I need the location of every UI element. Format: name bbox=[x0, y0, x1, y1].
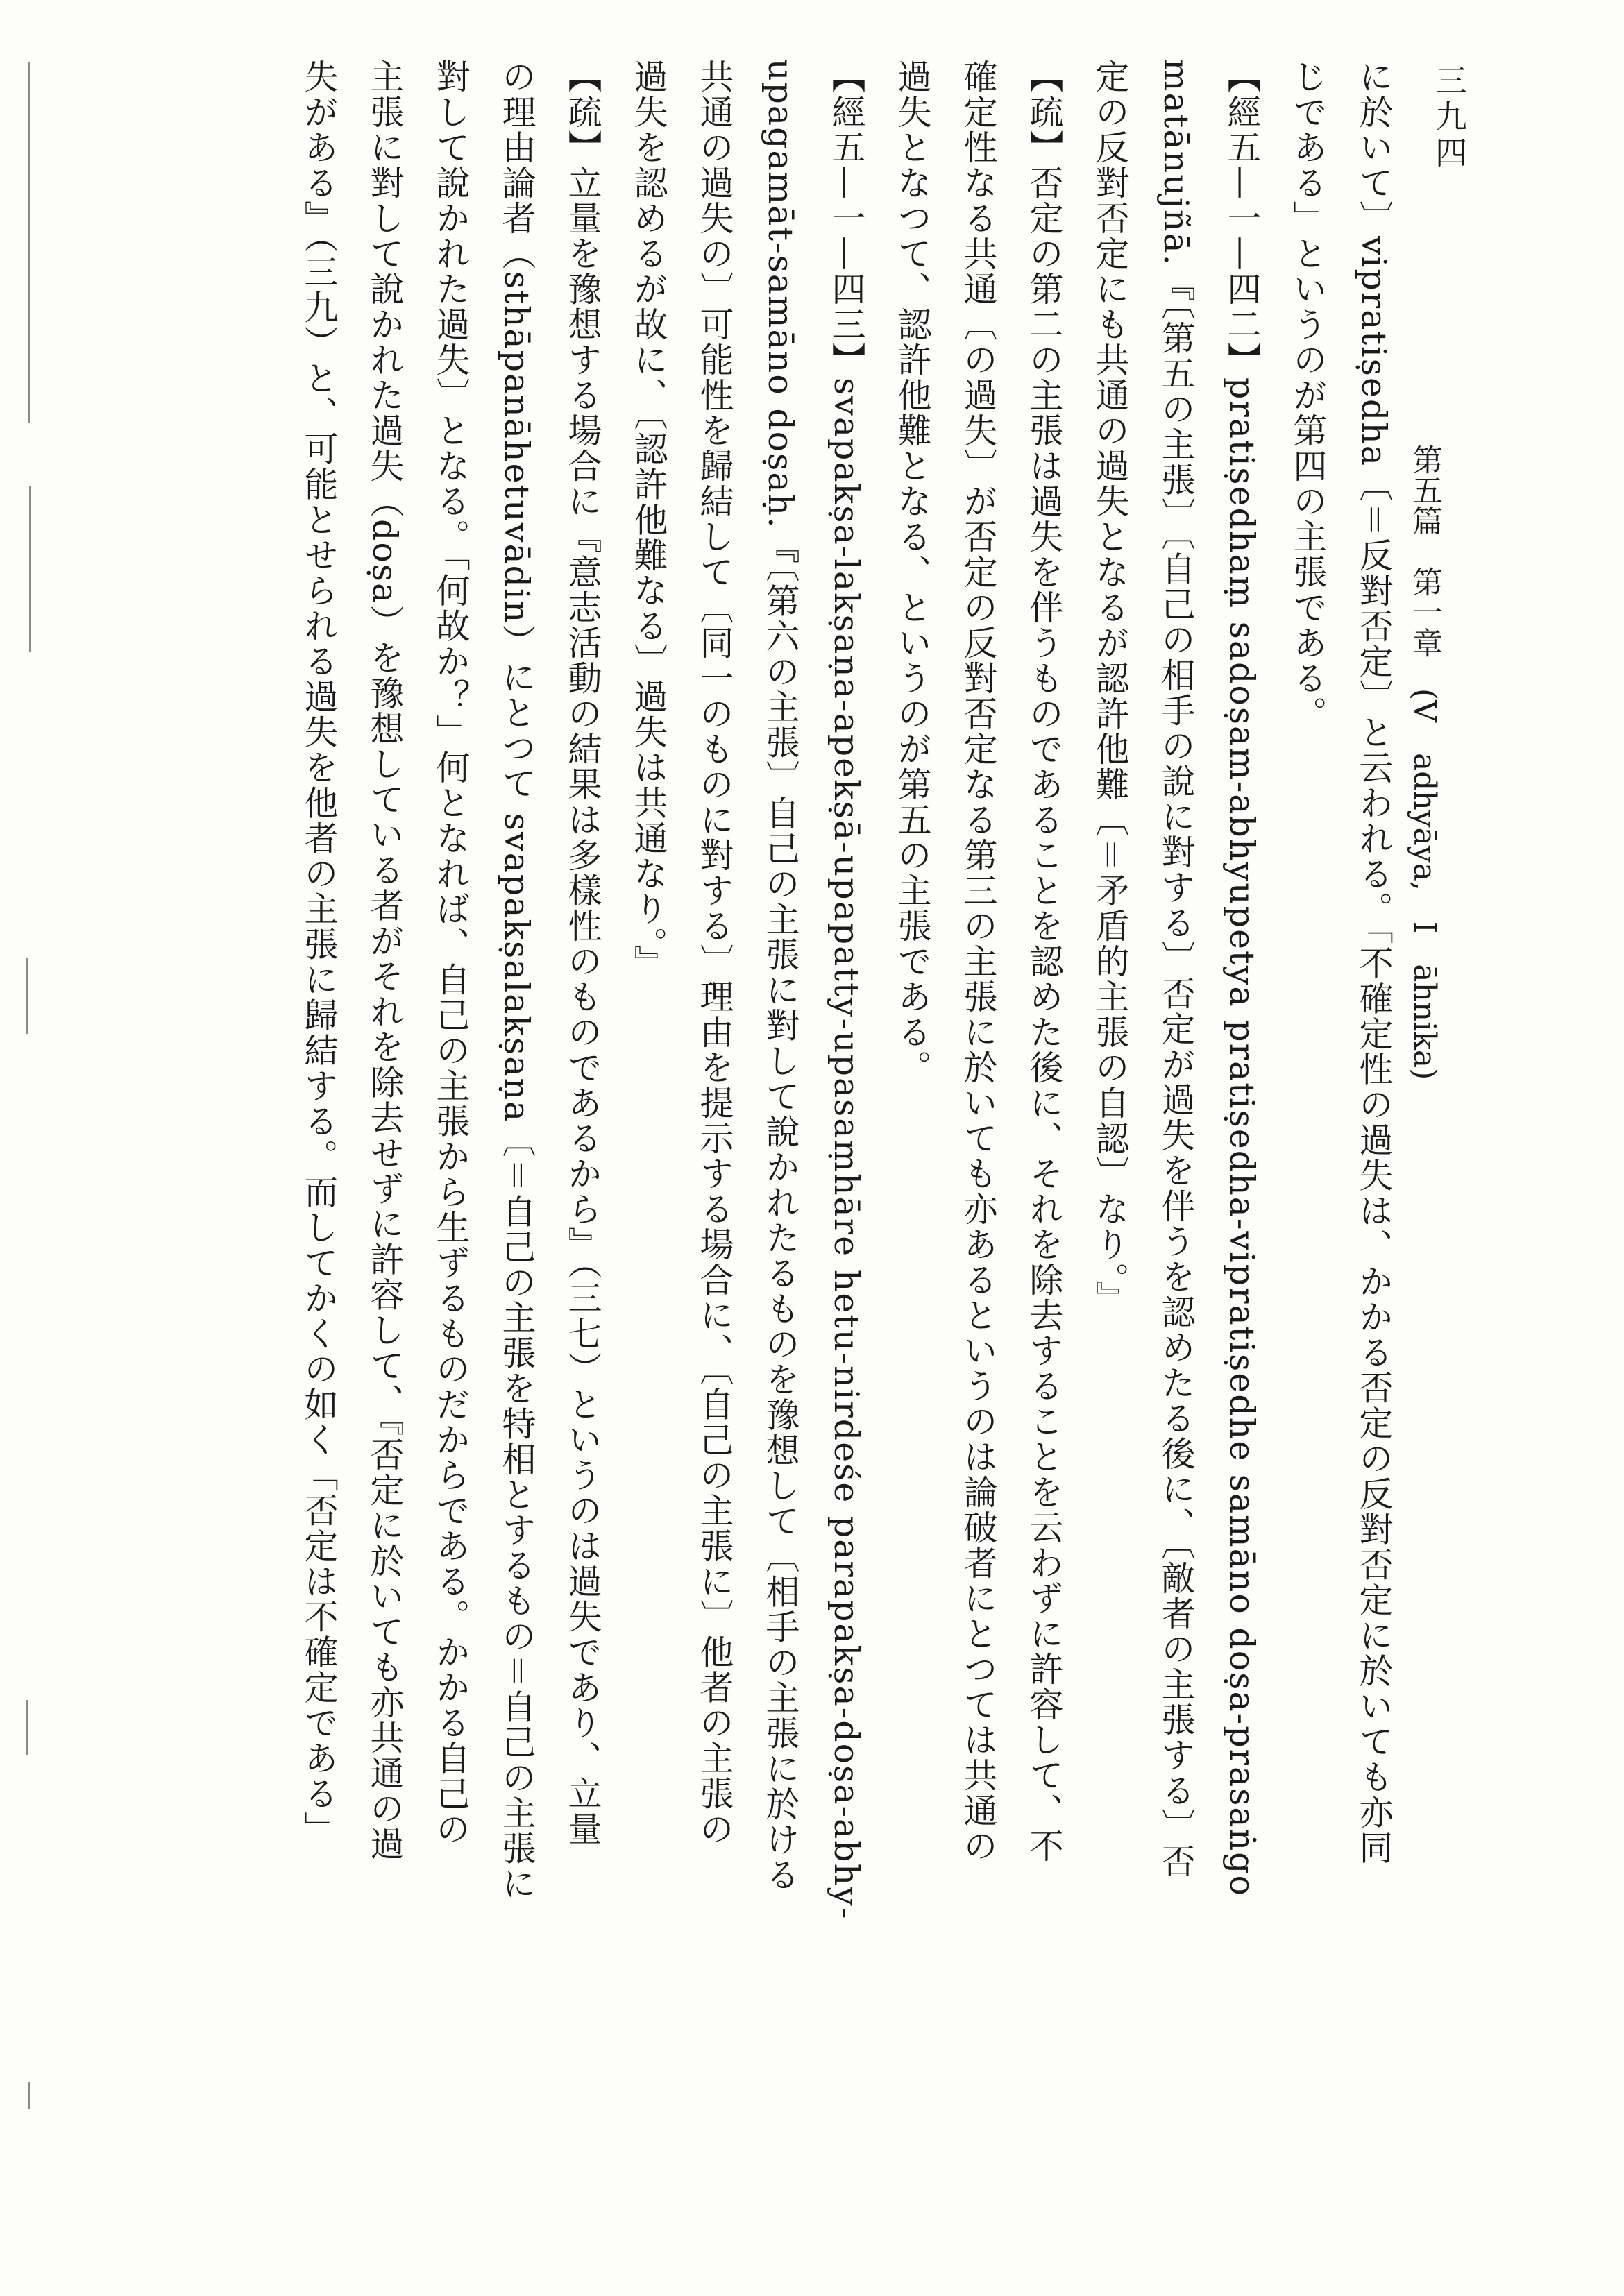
scan-binding-edge bbox=[0, 0, 62, 2296]
text-line: 對して說かれた過失〕となる。「何故か？」何となれば、自己の主張から生ずるものだからである。かかる自己の bbox=[431, 59, 471, 1847]
text-line: 【疏】立量を豫想する場合に『意志活動の結果は多樣性のものであるから』（三七）というのは過失であり、立量 bbox=[563, 59, 602, 1847]
text-line: 確定性なる共通〔の過失〕が否定の反對否定なる第三の主張に於いても亦あるというのは論破者にとつては共通の bbox=[958, 59, 998, 1864]
edge-mark bbox=[26, 958, 28, 1034]
edge-mark bbox=[29, 486, 31, 652]
text-line: 【疏】否定の第二の主張は過失を伴うものであることを認めた後に、それを除去することを云わずに許容して、不 bbox=[1024, 59, 1064, 1864]
text-line: に於いて〕vipratiṣedha〔＝反對否定〕と云われる。「不確定性の過失は、かかる否定の反對否定に於いても亦同 bbox=[1354, 59, 1394, 1866]
text-line: 過失を認めるが故に、〔認許他難なる〕過失は共通なり。』 bbox=[629, 59, 668, 980]
text-line: じである」というのが第四の主張である。 bbox=[1288, 59, 1328, 731]
edge-mark bbox=[26, 1700, 28, 1755]
text-line: 定の反對否定にも共通の過失となるが認許他難〔＝矛盾的主張の自認〕なり。』 bbox=[1090, 59, 1130, 1316]
edge-mark bbox=[28, 62, 30, 423]
edge-mark bbox=[28, 2082, 30, 2109]
text-line: upagamāt-samāno doṣaḥ.『〔第六の主張〕自己の主張に對して說かれたるものを豫想して〔相手の主張に於ける bbox=[761, 59, 800, 1893]
text-line: 主張に對して說かれた過失（doṣa）を豫想している者がそれを除去せずに許容して、『否定に於いても亦共通の過 bbox=[365, 59, 405, 1862]
text-line: 過失となつて、認許他難となる、というのが第五の主張である。 bbox=[893, 59, 932, 1085]
text-line: の理由論者（sthāpanāhetuvādin）にとつて svapakṣalakṣaṇa〔＝自己の主張を特相とするもの＝自己の主張に bbox=[497, 59, 536, 1902]
page-number: 三九四 bbox=[1430, 64, 1468, 172]
text-line: matānujñā.『〔第五の主張〕〔自己の相手の說に對する〕否定が過失を伴うを認めたる後に、〔敵者の主張する〕否 bbox=[1156, 59, 1196, 1879]
text-line: 【經五—一—四二】pratiṣedhaṃ sadoṣam-abhyupetya pratiṣedha-vipratiṣedhe samāno doṣa-prasaṅgo bbox=[1222, 59, 1262, 1898]
text-line: 【經五—一—四三】svapakṣa-lakṣaṇa-apekṣā-upapatty-upasaṃhāre hetu-nirdeśe parapakṣa-doṣa-abhy- bbox=[827, 59, 866, 1921]
text-line: 失がある』（三九）と、可能とせられる過失を他者の主張に歸結する。而してかくの如く「否定は不確定である」 bbox=[299, 59, 339, 1847]
running-title: 第五篇 第一章 (V adhyāya, I āhnika) bbox=[1407, 444, 1442, 1080]
text-line: 共通の過失の〕可能性を歸結して〔同一のものに對する〕理由を提示する場合に、〔自己の主張に〕他者の主張の bbox=[695, 59, 734, 1847]
